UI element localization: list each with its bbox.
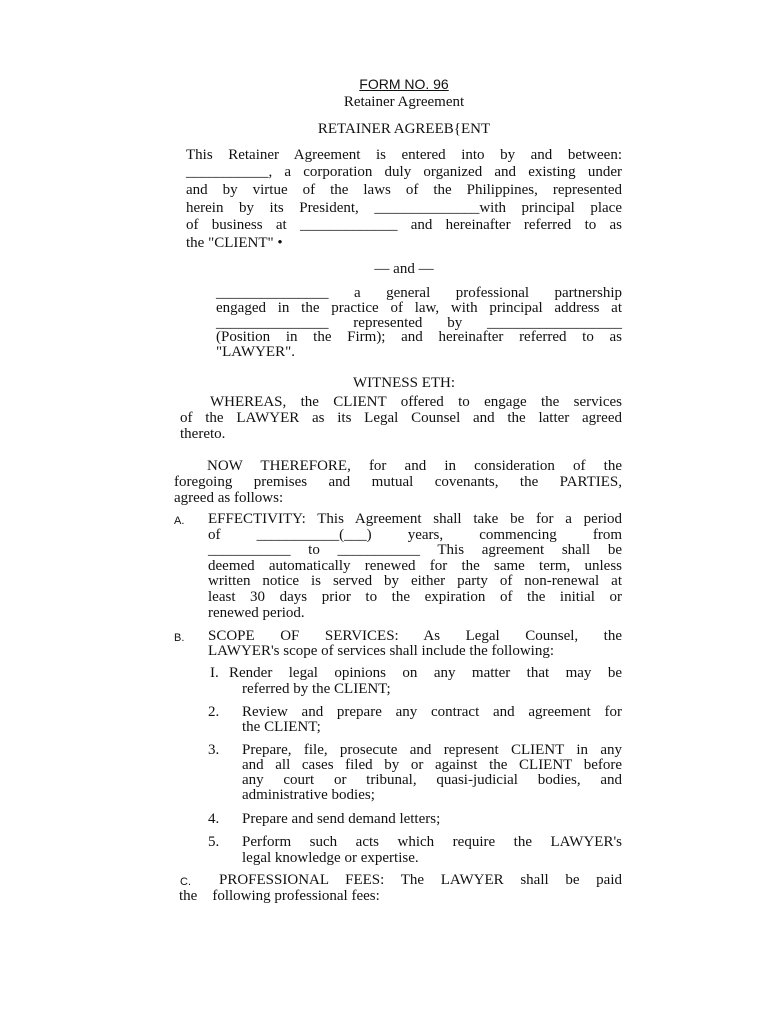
witnesseth-heading: WITNESS ETH: [352, 375, 456, 391]
list-item-line: Prepare, file, prosecute and represent CLIENT in any [242, 742, 622, 758]
lawyer-line: _______________ a general professional partnership [216, 285, 622, 301]
section-letter: A. [174, 515, 185, 527]
list-item-number: 2. [208, 704, 220, 720]
section-line: SCOPE OF SERVICES: As Legal Counsel, the [208, 628, 622, 644]
list-item-number: 5. [208, 834, 220, 850]
intro-line: the "CLIENT" • [186, 235, 283, 251]
list-item-line: the CLIENT; [242, 719, 321, 735]
intro-line: ___________, a corporation duly organized and existing under [186, 164, 622, 180]
whereas-line: thereto. [180, 426, 226, 442]
list-item-number: 3. [208, 742, 220, 758]
whereas-line: of the LAWYER as its Legal Counsel and the latter agreed [180, 410, 622, 426]
section-line: deemed automatically renewed for the same term, unless [208, 558, 622, 574]
section-letter: C. [180, 876, 191, 888]
list-item-line: Perform such acts which require the LAWYER's [242, 834, 622, 850]
section-letter: B. [174, 632, 185, 644]
document-subtitle: Retainer Agreement [343, 94, 465, 110]
section-line: PROFESSIONAL FEES: The LAWYER shall be paid [219, 872, 622, 888]
list-item-line: any court or tribunal, quasi-judicial bodies, and [242, 772, 622, 788]
now-therefore-line: foregoing premises and mutual covenants, the PARTIES, [174, 474, 622, 490]
whereas-line: WHEREAS, the CLIENT offered to engage the services [210, 394, 622, 410]
section-line: ___________ to ___________ This agreement shall be [208, 542, 622, 558]
section-line: the following professional fees: [179, 888, 380, 904]
lawyer-line: "LAWYER". [216, 344, 295, 360]
list-item-line: Render legal opinions on any matter that may be [229, 665, 622, 681]
intro-line: herein by its President, ______________with principal place [186, 200, 622, 216]
section-line: least 30 days prior to the expiration of the initial or [208, 589, 622, 605]
section-line: of ___________(___) years, commencing from [208, 527, 622, 543]
list-item-line: and all cases filed by or against the CLIENT before [242, 757, 622, 773]
document-title: RETAINER AGREEB{ENT [317, 121, 491, 137]
lawyer-line: engaged in the practice of law, with principal address at [216, 300, 622, 316]
and-separator: — and — [374, 261, 434, 277]
section-line: EFFECTIVITY: This Agreement shall take be for a period [208, 511, 622, 527]
list-item-number: 4. [208, 811, 220, 827]
lawyer-line: _______________ represented by __________________ [216, 315, 622, 331]
section-line: LAWYER's scope of services shall include the following: [208, 643, 555, 659]
section-line: written notice is served by either party of non-renewal at [208, 573, 622, 589]
list-item-line: referred by the CLIENT; [242, 681, 391, 697]
intro-line: and by virtue of the laws of the Philippines, represented [186, 182, 622, 198]
now-therefore-line: agreed as follows: [174, 490, 284, 506]
list-item-line: legal knowledge or expertise. [242, 850, 419, 866]
intro-line: of business at _____________ and hereinafter referred to as [186, 217, 622, 233]
list-item-line: Prepare and send demand letters; [242, 811, 441, 827]
section-line: renewed period. [208, 605, 305, 621]
intro-line: This Retainer Agreement is entered into by and between: [186, 147, 622, 163]
list-item-line: Review and prepare any contract and agreement for [242, 704, 622, 720]
list-item-line: administrative bodies; [242, 787, 375, 803]
form-number: FORM NO. 96 [359, 76, 449, 92]
list-item-number: I. [210, 665, 219, 681]
lawyer-line: (Position in the Firm); and hereinafter referred to as [216, 329, 622, 345]
now-therefore-line: NOW THEREFORE, for and in consideration of the [207, 458, 622, 474]
